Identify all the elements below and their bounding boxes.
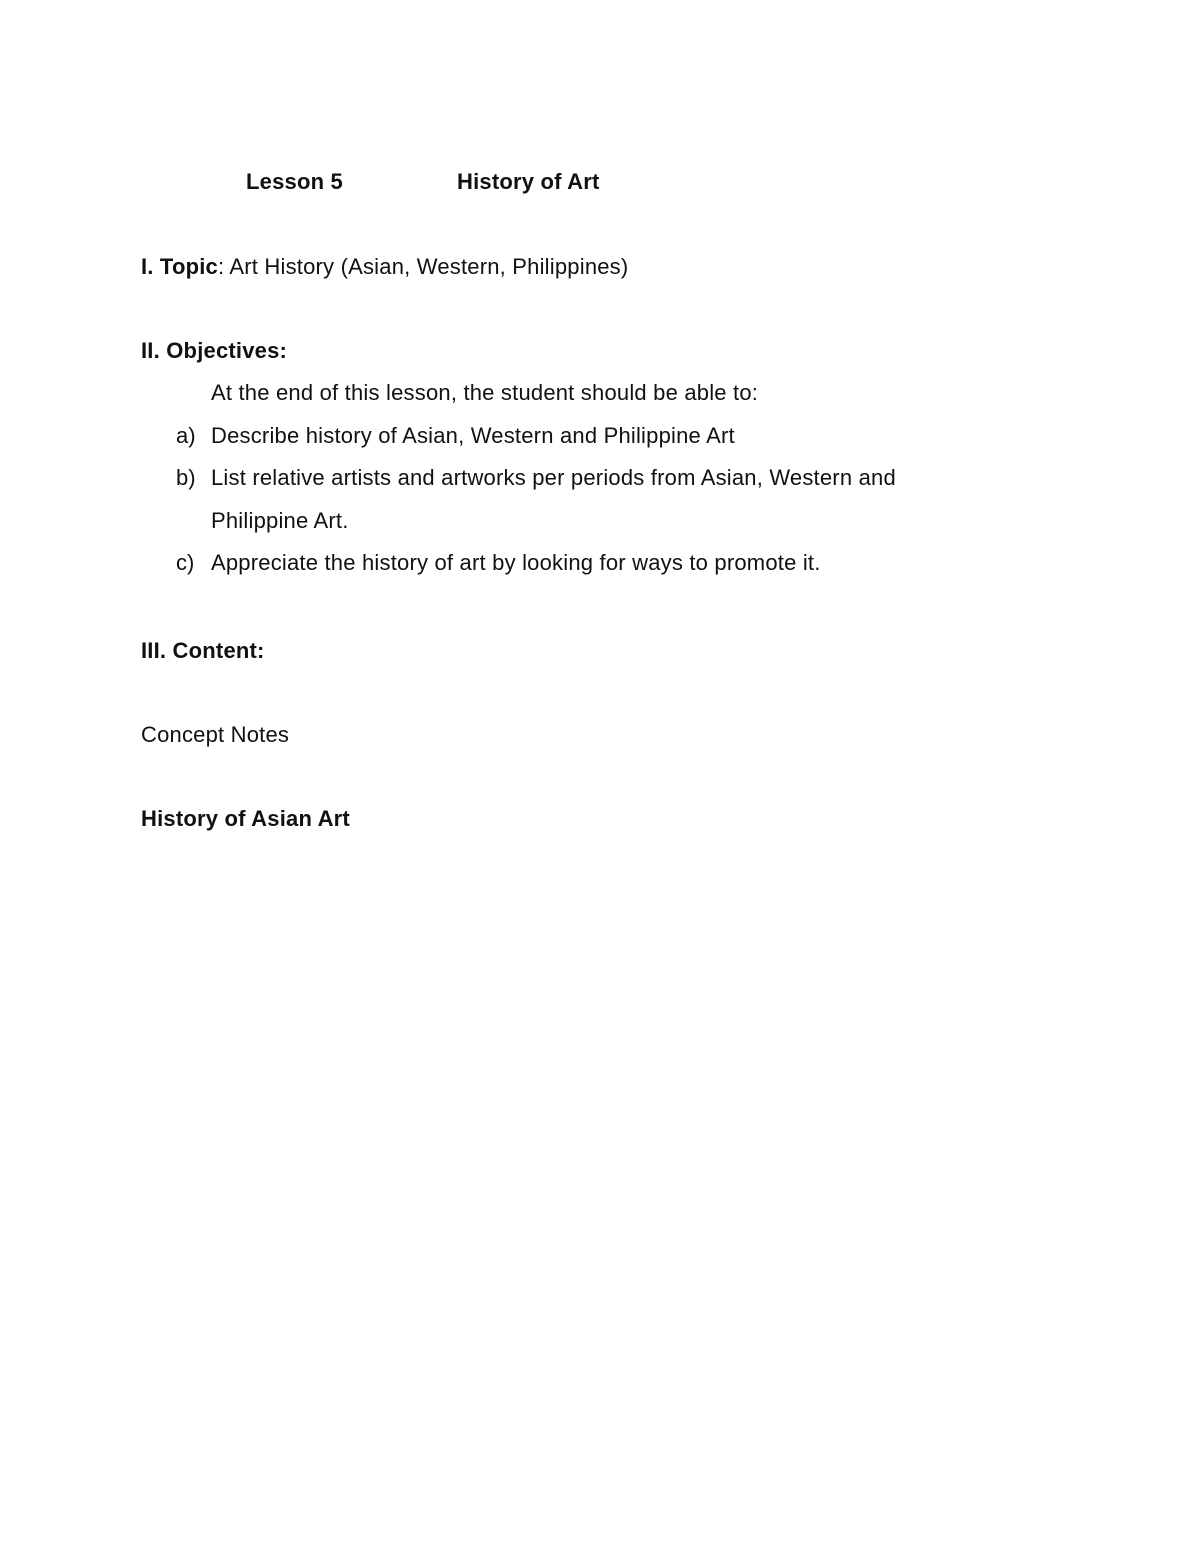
topic-value: Art History (Asian, Western, Philippines) bbox=[224, 254, 629, 279]
lesson-title: History of Art bbox=[457, 169, 600, 194]
objective-a-label: a) bbox=[176, 423, 196, 448]
asian-art-heading: History of Asian Art bbox=[141, 806, 350, 831]
objective-b-text-line-1: List relative artists and artworks per periods from Asian, Western and bbox=[211, 465, 896, 490]
content-heading: III. Content: bbox=[141, 638, 265, 663]
objective-b-text-line-2: Philippine Art. bbox=[211, 508, 349, 533]
concept-notes: Concept Notes bbox=[141, 722, 290, 747]
objective-c-label: c) bbox=[176, 550, 195, 575]
topic-line bbox=[141, 253, 628, 281]
topic-separator: : bbox=[217, 254, 225, 279]
objective-c-text: Appreciate the history of art by looking for ways to promote it. bbox=[211, 550, 821, 575]
lesson-number: Lesson 5 bbox=[246, 169, 343, 194]
objectives-intro: At the end of this lesson, the student should be able to: bbox=[211, 380, 759, 405]
objectives-heading: II. Objectives: bbox=[141, 338, 288, 363]
objective-a-text: Describe history of Asian, Western and Philippine Art bbox=[211, 423, 735, 448]
objective-b-label: b) bbox=[176, 465, 196, 490]
topic-label: I. Topic bbox=[141, 254, 218, 279]
